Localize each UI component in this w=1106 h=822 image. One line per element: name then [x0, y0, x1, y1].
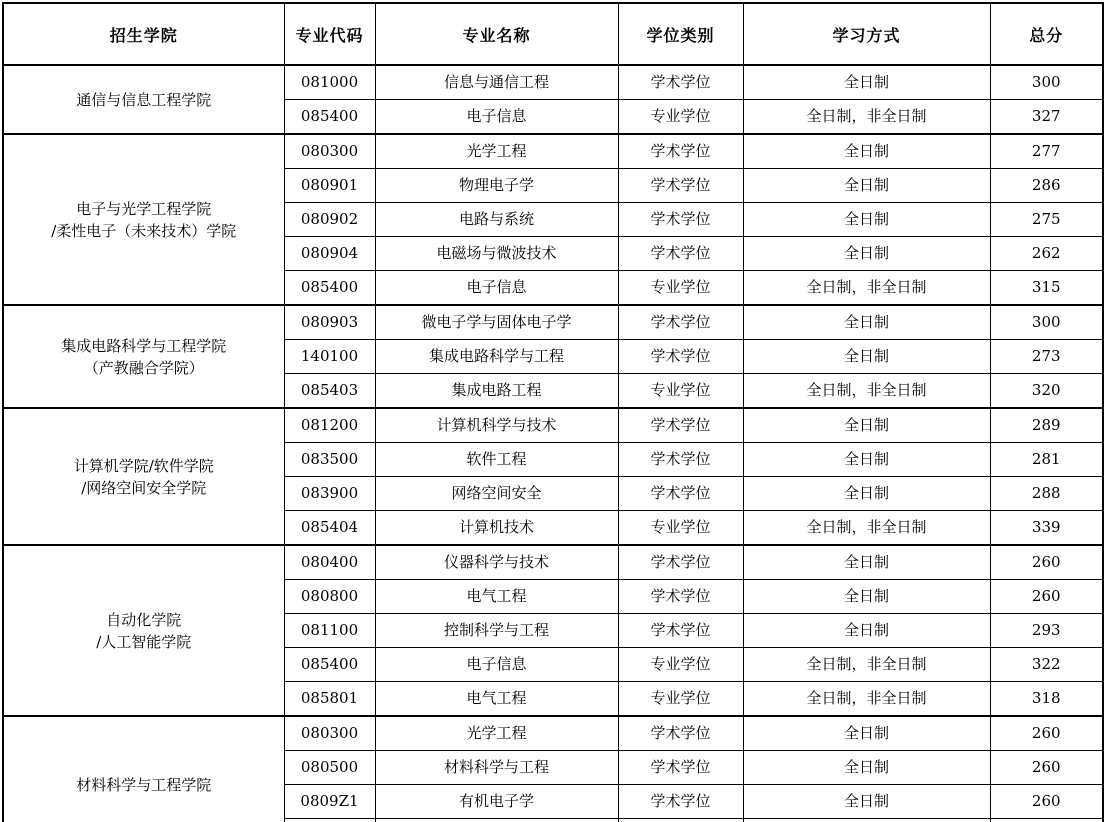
- total-score-cell: 300: [990, 65, 1103, 100]
- major-code-cell: 080400: [284, 545, 375, 580]
- column-header-major: 专业名称: [375, 3, 618, 65]
- column-header-degree: 学位类别: [618, 3, 743, 65]
- major-code-cell: 080500: [284, 751, 375, 785]
- degree-type-cell: 专业学位: [618, 100, 743, 135]
- degree-type-cell: 学术学位: [618, 305, 743, 340]
- study-mode-cell: 全日制: [743, 340, 990, 374]
- college-cell: 材料科学与工程学院: [3, 716, 284, 822]
- degree-type-cell: 学术学位: [618, 134, 743, 169]
- total-score-cell: 281: [990, 443, 1103, 477]
- degree-type-cell: 专业学位: [618, 511, 743, 546]
- major-name-cell: 仪器科学与技术: [375, 545, 618, 580]
- table-row: [3, 134, 1103, 169]
- table-row: [3, 545, 1103, 580]
- degree-type-cell: 学术学位: [618, 237, 743, 271]
- study-mode-cell: 全日制，非全日制: [743, 511, 990, 546]
- study-mode-cell: 全日制: [743, 305, 990, 340]
- major-name-cell: 光学工程: [375, 716, 618, 751]
- major-name-cell: 电子信息: [375, 100, 618, 135]
- major-name-cell: 信息与通信工程: [375, 65, 618, 100]
- major-code-cell: 080903: [284, 305, 375, 340]
- major-name-cell: 电气工程: [375, 580, 618, 614]
- major-name-cell: 光学工程: [375, 134, 618, 169]
- degree-type-cell: 专业学位: [618, 682, 743, 717]
- study-mode-cell: 全日制: [743, 477, 990, 511]
- major-code-cell: 080904: [284, 237, 375, 271]
- admission-score-table: [2, 2, 1104, 822]
- study-mode-cell: 全日制: [743, 408, 990, 443]
- major-name-cell: 计算机技术: [375, 511, 618, 546]
- degree-type-cell: 学术学位: [618, 340, 743, 374]
- major-code-cell: 080300: [284, 716, 375, 751]
- degree-type-cell: 学术学位: [618, 785, 743, 819]
- degree-type-cell: 学术学位: [618, 408, 743, 443]
- major-name-cell: 微电子学与固体电子学: [375, 305, 618, 340]
- study-mode-cell: 全日制: [743, 443, 990, 477]
- total-score-cell: 286: [990, 169, 1103, 203]
- major-name-cell: 集成电路工程: [375, 374, 618, 409]
- table-header-row: [3, 3, 1103, 65]
- degree-type-cell: 学术学位: [618, 614, 743, 648]
- degree-type-cell: 学术学位: [618, 443, 743, 477]
- table-row: [3, 408, 1103, 443]
- column-header-score: 总分: [990, 3, 1103, 65]
- major-name-cell: 物理电子学: [375, 169, 618, 203]
- major-code-cell: 081100: [284, 614, 375, 648]
- major-code-cell: 083900: [284, 477, 375, 511]
- major-name-cell: 电磁场与微波技术: [375, 237, 618, 271]
- study-mode-cell: 全日制: [743, 716, 990, 751]
- total-score-cell: 277: [990, 134, 1103, 169]
- table-row: [3, 716, 1103, 751]
- study-mode-cell: 全日制，非全日制: [743, 374, 990, 409]
- college-cell: 集成电路科学与工程学院 （产教融合学院）: [3, 305, 284, 408]
- major-code-cell: 080901: [284, 169, 375, 203]
- total-score-cell: 322: [990, 648, 1103, 682]
- degree-type-cell: 学术学位: [618, 65, 743, 100]
- major-name-cell: 集成电路科学与工程: [375, 340, 618, 374]
- major-name-cell: 网络空间安全: [375, 477, 618, 511]
- total-score-cell: 260: [990, 580, 1103, 614]
- degree-type-cell: 学术学位: [618, 169, 743, 203]
- major-name-cell: 材料科学与工程: [375, 751, 618, 785]
- major-name-cell: 控制科学与工程: [375, 614, 618, 648]
- column-header-code: 专业代码: [284, 3, 375, 65]
- study-mode-cell: 全日制: [743, 545, 990, 580]
- study-mode-cell: 全日制: [743, 65, 990, 100]
- degree-type-cell: 专业学位: [618, 374, 743, 409]
- total-score-cell: 262: [990, 237, 1103, 271]
- total-score-cell: 318: [990, 682, 1103, 717]
- table-row: [3, 305, 1103, 340]
- major-code-cell: 085400: [284, 648, 375, 682]
- degree-type-cell: 学术学位: [618, 203, 743, 237]
- total-score-cell: 260: [990, 716, 1103, 751]
- study-mode-cell: 全日制: [743, 751, 990, 785]
- major-code-cell: 080800: [284, 580, 375, 614]
- degree-type-cell: 学术学位: [618, 545, 743, 580]
- major-name-cell: [375, 819, 618, 822]
- total-score-cell: 315: [990, 271, 1103, 306]
- major-name-cell: 软件工程: [375, 443, 618, 477]
- major-code-cell: 085400: [284, 100, 375, 135]
- total-score-cell: 327: [990, 100, 1103, 135]
- total-score-cell: 339: [990, 511, 1103, 546]
- major-name-cell: 电气工程: [375, 682, 618, 717]
- college-cell: 自动化学院 /人工智能学院: [3, 545, 284, 716]
- study-mode-cell: 全日制: [743, 169, 990, 203]
- major-name-cell: 计算机科学与技术: [375, 408, 618, 443]
- total-score-cell: 260: [990, 545, 1103, 580]
- total-score-cell: 289: [990, 408, 1103, 443]
- total-score-cell: 260: [990, 785, 1103, 819]
- study-mode-cell: 全日制: [743, 614, 990, 648]
- major-code-cell: 081200: [284, 408, 375, 443]
- degree-type-cell: 学术学位: [618, 751, 743, 785]
- study-mode-cell: 全日制: [743, 237, 990, 271]
- major-code-cell: 083500: [284, 443, 375, 477]
- degree-type-cell: 专业学位: [618, 648, 743, 682]
- column-header-college: 招生学院: [3, 3, 284, 65]
- degree-type-cell: 学术学位: [618, 580, 743, 614]
- total-score-cell: 288: [990, 477, 1103, 511]
- study-mode-cell: [743, 819, 990, 822]
- major-code-cell: 085801: [284, 682, 375, 717]
- study-mode-cell: 全日制，非全日制: [743, 100, 990, 135]
- major-code-cell: 081000: [284, 65, 375, 100]
- total-score-cell: 273: [990, 340, 1103, 374]
- major-name-cell: 有机电子学: [375, 785, 618, 819]
- total-score-cell: 320: [990, 374, 1103, 409]
- total-score-cell: 260: [990, 751, 1103, 785]
- college-cell: 电子与光学工程学院 /柔性电子（未来技术）学院: [3, 134, 284, 305]
- degree-type-cell: [618, 819, 743, 822]
- college-cell: 通信与信息工程学院: [3, 65, 284, 134]
- major-code-cell: [284, 819, 375, 822]
- degree-type-cell: 学术学位: [618, 716, 743, 751]
- major-code-cell: 080300: [284, 134, 375, 169]
- major-code-cell: 085400: [284, 271, 375, 306]
- study-mode-cell: 全日制: [743, 203, 990, 237]
- major-code-cell: 085404: [284, 511, 375, 546]
- study-mode-cell: 全日制: [743, 785, 990, 819]
- total-score-cell: 293: [990, 614, 1103, 648]
- major-code-cell: 085403: [284, 374, 375, 409]
- college-cell: 计算机学院/软件学院 /网络空间安全学院: [3, 408, 284, 545]
- major-name-cell: 电路与系统: [375, 203, 618, 237]
- study-mode-cell: 全日制，非全日制: [743, 682, 990, 717]
- study-mode-cell: 全日制，非全日制: [743, 648, 990, 682]
- total-score-cell: 300: [990, 305, 1103, 340]
- degree-type-cell: 学术学位: [618, 477, 743, 511]
- major-name-cell: 电子信息: [375, 271, 618, 306]
- study-mode-cell: 全日制: [743, 134, 990, 169]
- major-code-cell: 140100: [284, 340, 375, 374]
- table-row: [3, 65, 1103, 100]
- column-header-mode: 学习方式: [743, 3, 990, 65]
- major-code-cell: 0809Z1: [284, 785, 375, 819]
- major-code-cell: 080902: [284, 203, 375, 237]
- total-score-cell: [990, 819, 1103, 822]
- study-mode-cell: 全日制: [743, 580, 990, 614]
- total-score-cell: 275: [990, 203, 1103, 237]
- study-mode-cell: 全日制，非全日制: [743, 271, 990, 306]
- major-name-cell: 电子信息: [375, 648, 618, 682]
- degree-type-cell: 专业学位: [618, 271, 743, 306]
